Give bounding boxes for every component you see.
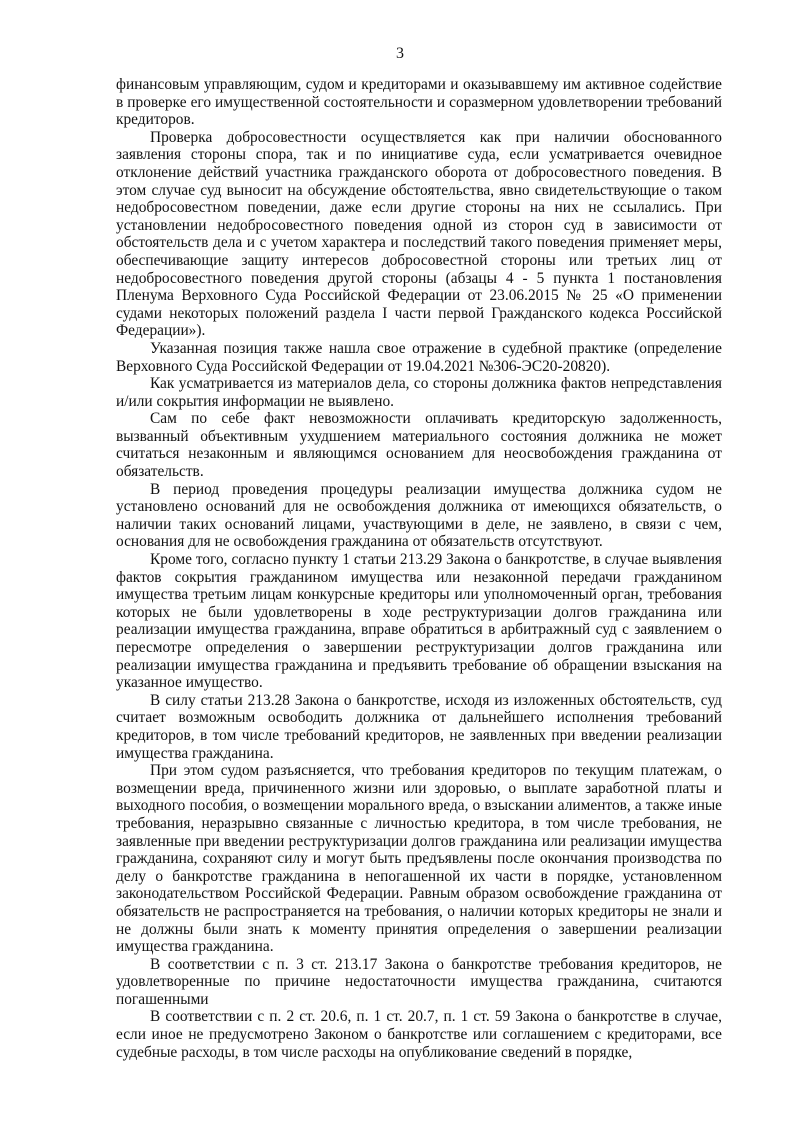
paragraph-7: Кроме того, согласно пункту 1 статьи 213.29 Закона о банкротстве, в случае выявления фактов сокрытия гражданином имущества или незаконной передачи гражданином имущества третьим лицам конкурсные кредиторы или уполномоченный орган, требования которых не были удовлетворены в ходе реструктуризации долгов гражданина или реализации имущества гражданина, вправе обратиться в арбитражный суд с заявлением о пересмотре определения о завершении реструктуризации долгов гражданина или реализации имущества гражданина и предъявить требование об обращении взыскания на указанное имущество. — [116, 551, 722, 692]
paragraph-9: При этом судом разъясняется, что требования кредиторов по текущим платежам, о возмещении вреда, причиненного жизни или здоровью, о выплате заработной платы и выходного пособия, о возмещении морального вреда, о взыскании алиментов, а также иные требования, неразрывно связанные с личностью кредитора, в том числе требования, не заявленные при введении реструктуризации долгов гражданина или реализации имущества гражданина, сохраняют силу и могут быть предъявлены после окончания производства по делу о банкротстве гражданина в непогашенной их части в порядке, установленном законодательством Российской Федерации. Равным образом освобождение гражданина от обязательств не распространяется на требования, о наличии которых кредиторы не знали и не должны были знать к моменту принятия определения о завершении реализации имущества гражданина. — [116, 762, 722, 956]
paragraph-1: финансовым управляющим, судом и кредиторами и оказывавшему им активное содействие в проверке его имущественной состоятельности и соразмерном удовлетворении требований кредиторов. — [116, 76, 722, 129]
paragraph-4: Как усматривается из материалов дела, со стороны должника фактов непредставления и/или сокрытия информации не выявлено. — [116, 375, 722, 410]
paragraph-2: Проверка добросовестности осуществляется как при наличии обоснованного заявления стороны спора, так и по инициативе суда, если усматривается очевидное отклонение действий участника гражданского оборота от добросовестного поведения. В этом случае суд выносит на обсуждение обстоятельства, явно свидетельствующие о таком недобросовестном поведении, даже если другие стороны на них не ссылались. При установлении недобросовестного поведения одной из сторон суд в зависимости от обстоятельств дела и с учетом характера и последствий такого поведения применяет меры, обеспечивающие защиту интересов добросовестной стороны или третьих лиц от недобросовестного поведения другой стороны (абзацы 4 - 5 пункта 1 постановления Пленума Верховного Суда Российской Федерации от 23.06.2015 № 25 «О применении судами некоторых положений раздела I части первой Гражданского кодекса Российской Федерации»). — [116, 128, 722, 340]
paragraph-6: В период проведения процедуры реализации имущества должника судом не установлено оснований для не освобождения должника от имеющихся обязательств, о наличии таких оснований лицами, участвующими в деле, не заявлено, в связи с чем, основания для не освобождения гражданина от обязательств отсутствуют. — [116, 480, 722, 551]
document-body — [116, 76, 722, 1061]
paragraph-3: Указанная позиция также нашла свое отражение в судебной практике (определение Верховного Суда Российской Федерации от 19.04.2021 №306-ЭС20-20820). — [116, 339, 722, 375]
page-number: 3 — [396, 45, 404, 62]
paragraph-5: Сам по себе факт невозможности оплачивать кредиторскую задолженность, вызванный объективным ухудшением материального состояния должника не может считаться незаконным и являющимся основанием для неосвобождения гражданина от обязательств. — [116, 410, 722, 481]
paragraph-8: В силу статьи 213.28 Закона о банкротстве, исходя из изложенных обстоятельств, суд считает возможным освободить должника от дальнейшего исполнения требований кредиторов, в том числе требований кредиторов, не заявленных при введении реализации имущества гражданина. — [116, 691, 722, 762]
paragraph-11: В соответствии с п. 2 ст. 20.6, п. 1 ст. 20.7, п. 1 ст. 59 Закона о банкротстве в случае, если иное не предусмотрено Законом о банкротстве или соглашением с кредиторами, все судебные расходы, в том числе расходы на опубликование сведений в порядке, — [116, 1008, 722, 1061]
paragraph-10: В соответствии с п. 3 ст. 213.17 Закона о банкротстве требования кредиторов, не удовлетворенные по причине недостаточности имущества гражданина, считаются погашенными — [116, 955, 722, 1008]
